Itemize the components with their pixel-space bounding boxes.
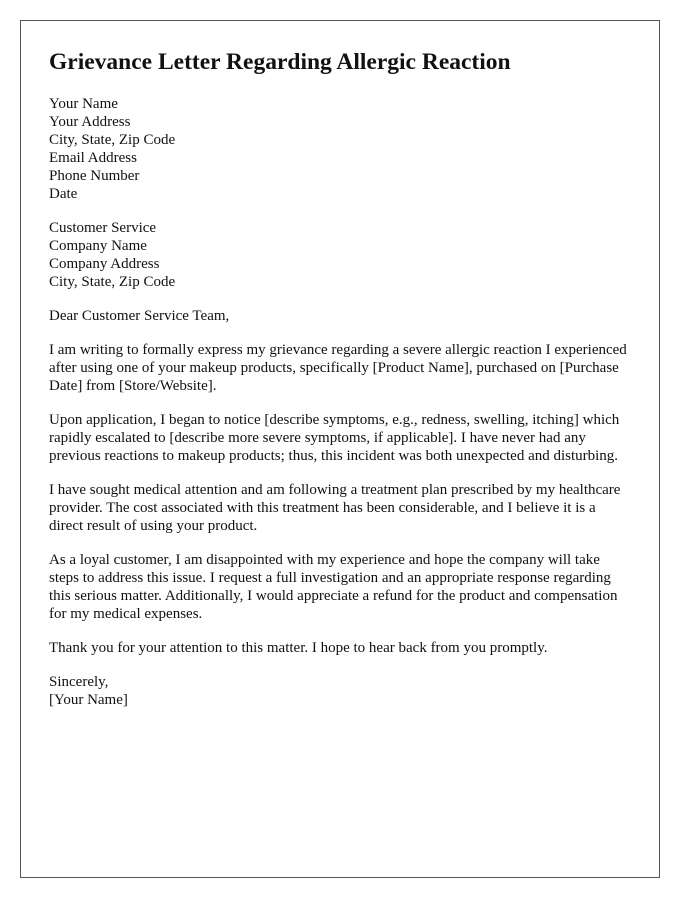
sender-address-line: Your Address xyxy=(49,114,131,130)
salutation: Dear Customer Service Team, xyxy=(49,308,230,324)
letter-date: Date xyxy=(49,186,78,202)
letter-title: Grievance Letter Regarding Allergic Reaction xyxy=(49,49,511,75)
body-paragraph: I am writing to formally express my grievance regarding a severe allergic reaction I experienced after using one of your makeup products, specifically [Product Name], purchased on [Purchase Date] from [Store/Website]. xyxy=(49,342,627,394)
recipient-company: Company Name xyxy=(49,238,147,254)
recipient-city-line: City, State, Zip Code xyxy=(49,274,176,290)
sender-city-line: City, State, Zip Code xyxy=(49,132,176,148)
body-paragraph: As a loyal customer, I am disappointed with my experience and hope the company will take steps to address this issue. I request a full investigation and an appropriate response regarding this serious matter. Additionally, I would appreciate a refund for the product and compensation for my medical expenses. xyxy=(49,552,618,622)
sender-address xyxy=(49,95,631,203)
closing: Sincerely, xyxy=(49,674,109,690)
body-paragraph: I have sought medical attention and am following a treatment plan prescribed by my healthcare provider. The cost associated with this treatment has been considerable, and I believe it is a direct result of using your product. xyxy=(49,482,621,534)
body-paragraph: Thank you for your attention to this matter. I hope to hear back from you promptly. xyxy=(49,640,548,656)
recipient-address xyxy=(49,219,631,291)
recipient-department: Customer Service xyxy=(49,220,157,236)
body-paragraph: Upon application, I began to notice [describe symptoms, e.g., redness, swelling, itching] which rapidly escalated to [describe more severe symptoms, if applicable]. I have never had any previous reactions to makeup products; thus, this incident was both unexpected and disturbing. xyxy=(49,412,620,464)
sign-off xyxy=(49,673,631,709)
sender-name: Your Name xyxy=(49,96,118,112)
sender-email: Email Address xyxy=(49,150,137,166)
sender-phone: Phone Number xyxy=(49,168,140,184)
letter-page xyxy=(20,20,660,878)
signature: [Your Name] xyxy=(49,692,128,708)
recipient-address-line: Company Address xyxy=(49,256,160,272)
